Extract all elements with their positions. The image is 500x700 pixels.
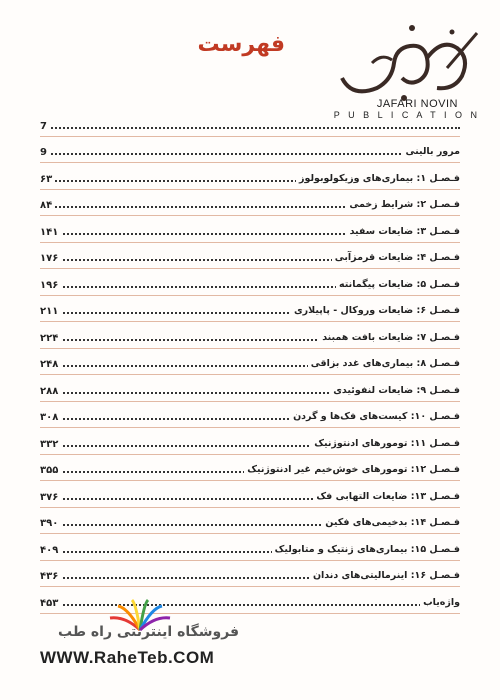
toc-entry[interactable] (40, 137, 460, 164)
toc-entry-page: ۶۳ (40, 174, 55, 185)
toc-entry-title: فـصـل ۳: ضایعات سفید (347, 226, 460, 237)
publisher-name: JAFARI NOVIN (376, 98, 458, 110)
toc-entry-page: ۲۴۸ (40, 359, 61, 370)
toc-entry-page: ۸۴ (40, 200, 55, 211)
toc-entry-title: مرور بالینی (402, 146, 460, 157)
dot-leader (40, 153, 460, 155)
toc-entry-title: فـصـل ۵: ضایعات پیگمانته (336, 279, 460, 290)
toc-entry-title: فـصـل ۱۰: کیست‌های فک‌ها و گردن (290, 411, 460, 422)
toc-entry-title: واژه‌یاب (420, 597, 460, 608)
publisher-logo (332, 18, 482, 108)
toc-entry-title: فـصـل ۱۶: اینرمالیتی‌های دندان (310, 570, 460, 581)
toc-entry-title: فـصـل ۷: ضایعات بافت همبند (319, 332, 460, 343)
toc-entry[interactable] (40, 455, 460, 482)
toc-entry-page: ۳۷۶ (40, 492, 61, 503)
toc-entry-page: ۳۰۸ (40, 412, 61, 423)
toc-entry[interactable] (40, 243, 460, 270)
toc-entry-title: فـصـل ۸: بیماری‌های غدد بزاقی (308, 358, 460, 369)
toc-entry-page: ۴۳۶ (40, 571, 61, 582)
toc-entry-title: فـصـل ۹: ضایعات لنفوئیدی (330, 385, 460, 396)
dot-leader (40, 127, 460, 129)
toc-entry-title: فـصـل ۱۳: ضایعات التهابی فک (313, 491, 460, 502)
toc-entry[interactable] (40, 110, 460, 137)
toc-entry[interactable] (40, 428, 460, 455)
toc-entry-page: 7 (40, 121, 50, 132)
toc-entry-title: فـصـل ۱۵: بیماری‌های ژنتیک و متابولیک (272, 544, 460, 555)
toc-entry[interactable] (40, 296, 460, 323)
toc-entry-title: فـصـل ۴: ضایعات قرمزآبی (332, 252, 460, 263)
page-header (0, 18, 500, 88)
toc-entry-page: ۲۸۸ (40, 386, 61, 397)
toc-entry[interactable] (40, 402, 460, 429)
toc-entry-page: ۱۴۱ (40, 227, 61, 238)
toc-entry-page: ۱۷۶ (40, 253, 61, 264)
toc-entry-page: ۳۹۰ (40, 518, 61, 529)
toc-entry[interactable] (40, 561, 460, 588)
toc-entry-page: 9 (40, 147, 50, 158)
toc-entry-title: فـصـل ۶: ضایعات وروکال - پاپیلاری (291, 305, 460, 316)
publisher-subtitle: P U B L I C A T I O N (333, 110, 480, 120)
page-title: فهرست (197, 32, 285, 57)
table-of-contents (40, 110, 460, 614)
toc-entry-title: فـصـل ۱۱: تومورهای ادنتوژنیک (311, 438, 460, 449)
toc-entry-page: ۴۰۹ (40, 545, 61, 556)
toc-entry[interactable] (40, 349, 460, 376)
toc-entry[interactable] (40, 163, 460, 190)
toc-entry[interactable] (40, 322, 460, 349)
store-name: فروشگاه اینترنتی راه طب (58, 624, 240, 640)
toc-entry[interactable] (40, 375, 460, 402)
toc-entry-page: ۴۵۳ (40, 598, 61, 609)
toc-entry[interactable] (40, 190, 460, 217)
toc-entry[interactable] (40, 481, 460, 508)
toc-entry[interactable] (40, 269, 460, 296)
toc-entry-title: فـصـل ۱: بیماری‌های وزیکولوبولوز (296, 173, 460, 184)
toc-entry-title: فـصـل ۱۴: بدخیمی‌های فکین (322, 517, 460, 528)
store-url[interactable]: WWW.RaheTeb.COM (40, 648, 215, 667)
toc-entry-page: ۳۵۵ (40, 465, 61, 476)
toc-entry-page: ۲۱۱ (40, 306, 61, 317)
toc-entry-title: فـصـل ۱۲: تومورهای خوش‌خیم غیر ادنتوژنیک (244, 464, 460, 475)
toc-entry[interactable] (40, 534, 460, 561)
toc-entry[interactable] (40, 508, 460, 535)
toc-entry-page: ۲۲۴ (40, 333, 61, 344)
toc-entry-page: ۱۹۶ (40, 280, 61, 291)
toc-entry-title: فـصـل ۲: شرایط زخمی (346, 199, 460, 210)
toc-entry-page: ۳۳۲ (40, 439, 61, 450)
toc-entry[interactable] (40, 216, 460, 243)
